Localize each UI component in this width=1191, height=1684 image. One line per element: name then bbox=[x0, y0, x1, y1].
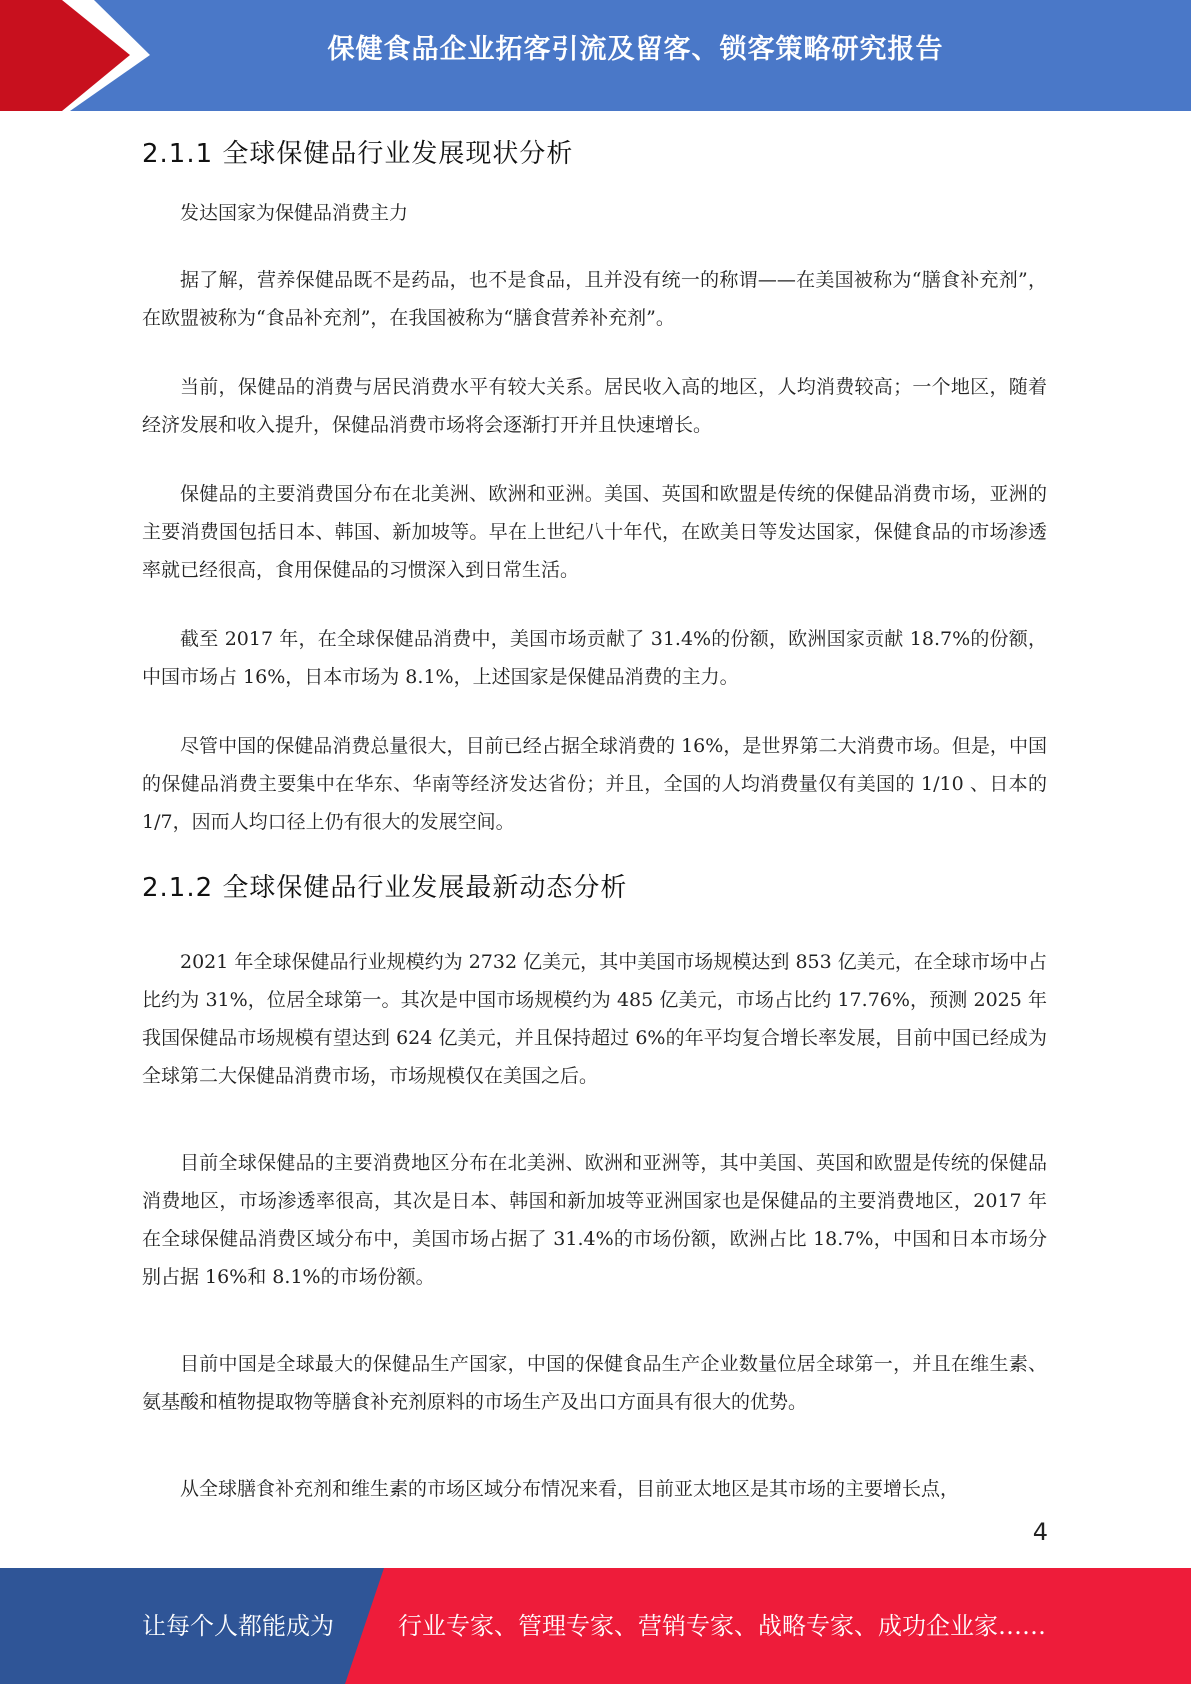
page-header-band bbox=[0, 0, 1191, 111]
footer-slogan-left: 让每个人都能成为 bbox=[142, 1612, 334, 1640]
paragraph: 据了解，营养保健品既不是药品，也不是食品，且并没有统一的称谓——在美国被称为“膳食补充剂”，在欧盟被称为“食品补充剂”，在我国被称为“膳食营养补充剂”。 bbox=[142, 269, 1047, 329]
document-body bbox=[142, 125, 1047, 1508]
paragraph: 2021 年全球保健品行业规模约为 2732 亿美元，其中美国市场规模达到 853 亿美元，在全球市场中占比约为 31%，位居全球第一。其次是中国市场规模约为 485 亿美元，市场占比约 17.76%，预测 2025 年我国保健品市场规模有望达到 624 亿美元，并且保持超过 6%的年平均复合增长率发展，目前中国已经成为全球第二大保健品消费市场，市场规模仅在美国之后。 bbox=[142, 951, 1047, 1087]
paragraph: 目前全球保健品的主要消费地区分布在北美洲、欧洲和亚洲等，其中美国、英国和欧盟是传统的保健品消费地区，市场渗透率很高，其次是日本、韩国和新加坡等亚洲国家也是保健品的主要消费地区，2017 年在全球保健品消费区域分布中，美国市场占据了 31.4%的市场份额，欧洲占比 18.7%，中国和日本市场分别占据 16%和 8.1%的市场份额。 bbox=[142, 1152, 1047, 1288]
paragraph: 尽管中国的保健品消费总量很大，目前已经占据全球消费的 16%，是世界第二大消费市场。但是，中国的保健品消费主要集中在华东、华南等经济发达省份；并且，全国的人均消费量仅有美国的 1/10 、日本的 1/7，因而人均口径上仍有很大的发展空间。 bbox=[142, 735, 1047, 833]
paragraph-subheading: 发达国家为保健品消费主力 bbox=[180, 202, 409, 224]
paragraph: 保健品的主要消费国分布在北美洲、欧洲和亚洲。美国、英国和欧盟是传统的保健品消费市场，亚洲的主要消费国包括日本、韩国、新加坡等。早在上世纪八十年代，在欧美日等发达国家，保健食品的市场渗透率就已经很高，食用保健品的习惯深入到日常生活。 bbox=[142, 483, 1047, 581]
header-chevron-decoration bbox=[0, 0, 160, 111]
page-number: 4 bbox=[1032, 1518, 1048, 1546]
section-heading-2-1-2: 2.1.2 全球保健品行业发展最新动态分析 bbox=[142, 873, 628, 903]
paragraph: 截至 2017 年，在全球保健品消费中，美国市场贡献了 31.4%的份额，欧洲国家贡献 18.7%的份额，中国市场占 16%，日本市场为 8.1%，上述国家是保健品消费的主力。 bbox=[142, 628, 1047, 688]
report-title: 保健食品企业拓客引流及留客、锁客策略研究报告 bbox=[327, 34, 944, 65]
paragraph: 目前中国是全球最大的保健品生产国家，中国的保健食品生产企业数量位居全球第一，并且在维生素、氨基酸和植物提取物等膳食补充剂原料的市场生产及出口方面具有很大的优势。 bbox=[142, 1353, 1047, 1413]
footer-slogan-right: 行业专家、管理专家、营销专家、战略专家、成功企业家…… bbox=[398, 1612, 1046, 1640]
page-footer-band bbox=[0, 1568, 1191, 1684]
paragraph: 从全球膳食补充剂和维生素的市场区域分布情况来看，目前亚太地区是其市场的主要增长点， bbox=[180, 1478, 960, 1500]
paragraph: 当前，保健品的消费与居民消费水平有较大关系。居民收入高的地区，人均消费较高；一个地区，随着经济发展和收入提升，保健品消费市场将会逐渐打开并且快速增长。 bbox=[142, 376, 1047, 436]
section-heading-2-1-1: 2.1.1 全球保健品行业发展现状分析 bbox=[142, 139, 574, 169]
